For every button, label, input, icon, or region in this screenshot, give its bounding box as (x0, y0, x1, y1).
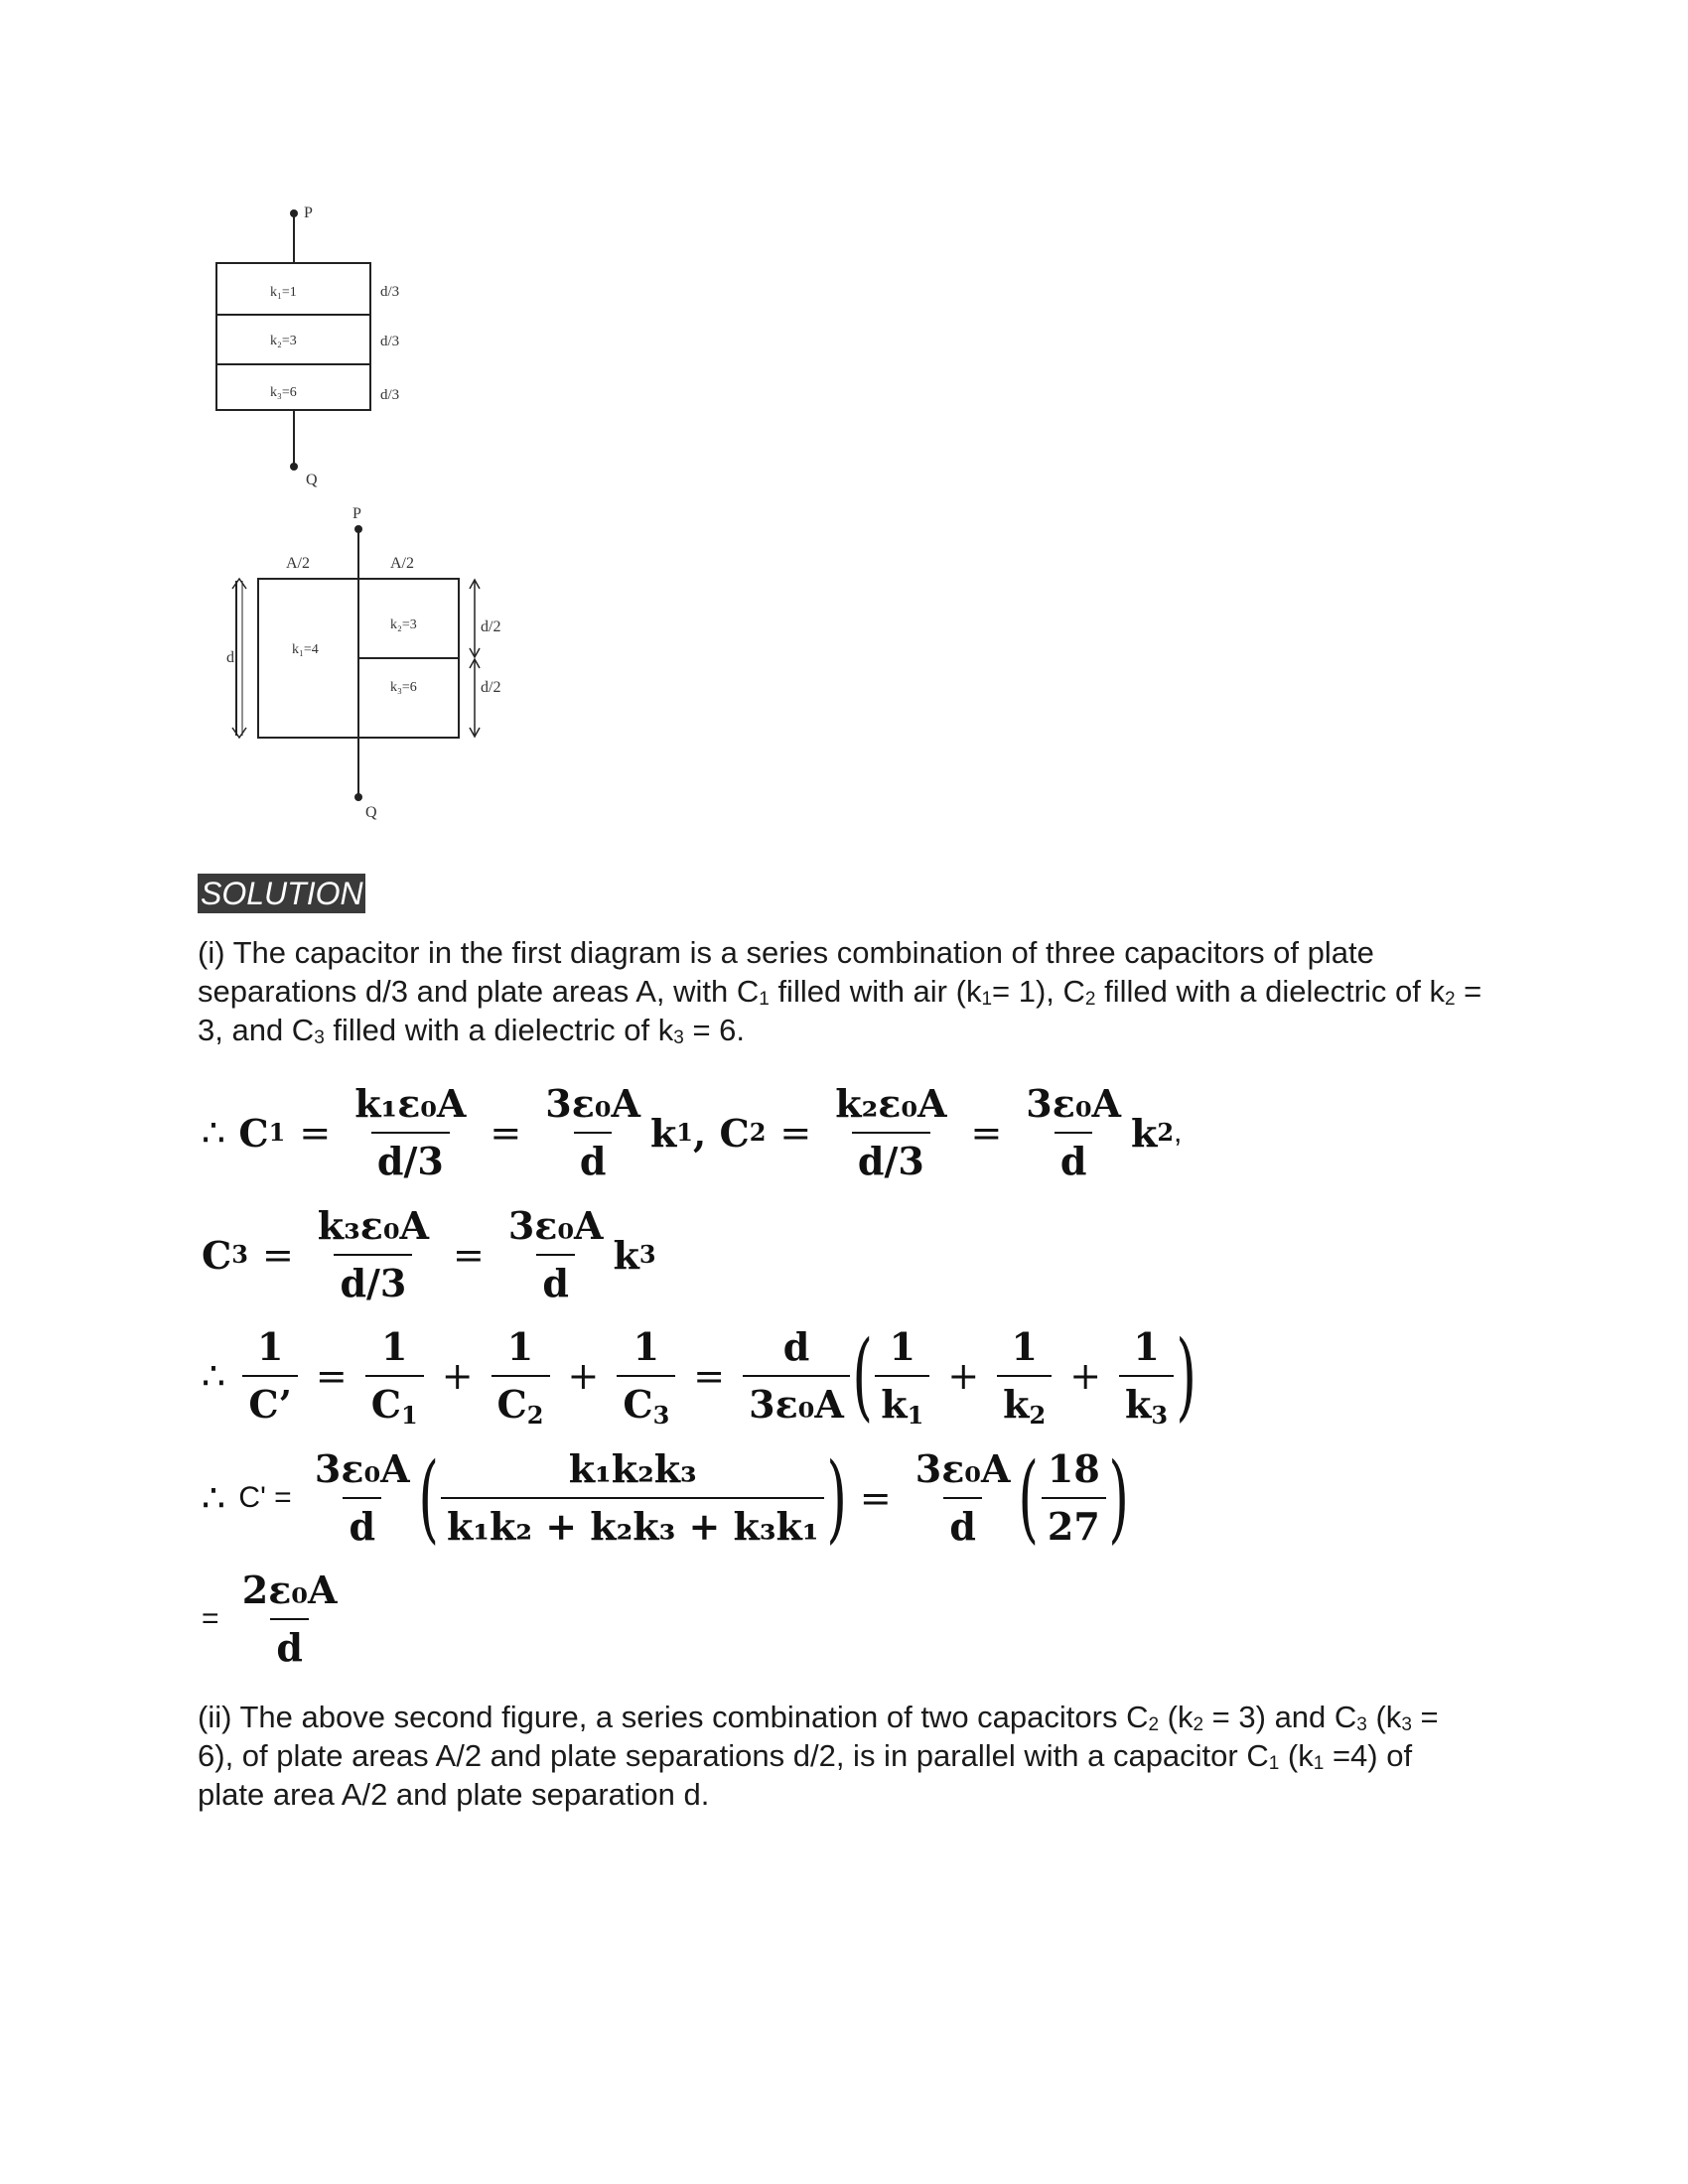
series-capacitor-diagram (199, 194, 437, 501)
thickness-label-3: d/3 (380, 387, 400, 403)
terminal-q-label: Q (306, 472, 318, 488)
right-top-thickness: d/2 (481, 618, 501, 635)
solution-paragraph-1: (i) The capacitor in the first diagram is a series combination of three capacitors of plate separations d/3 and plate areas A, with $C_1$ filled with air $(k_1= 1)$, $C_2$ filled with a dielectric of $k_2 = 3$, and $C_3$ filled with a dielectric of $k_3 = 6$. (198, 935, 1482, 1048)
terminal-p-dot (290, 209, 298, 217)
thickness-label-1: d/3 (380, 284, 400, 300)
area-left-label: A/2 (286, 555, 310, 572)
terminal-q-dot (354, 793, 362, 801)
left-region-label: k₁=4 (292, 642, 319, 657)
parallel-capacitor-diagram (199, 501, 536, 829)
equation-c3: C 3 = $\frac{\text{k₃ε₀A}}{d/3}$ = $\frac{\text{3ε₀A}}{d}$ k 3 (202, 1203, 656, 1305)
right-top-label: k₂=3 (390, 617, 417, 632)
solution-paragraph-2: (ii) The above second figure, a series combination of two capacitors $C_2$ $(k_2 = 3)$ and $C_3$ $(k_3 = 6)$, of plate areas A/2 and plate separations d/2, is in parallel with a capacitor $C_1$ $(k_1 =4)$ of plate area A/2 and plate separation d. (198, 1700, 1439, 1812)
layer-k1-label: k₁=1 (270, 285, 297, 300)
equation-c1-c2: ∴ C 1 = $\frac{\text{k₁ε₀A}}{d/3}$ = $\frac{\text{3ε₀A}}{d}$ k 1 , C 2 = $\frac{\text{k₂ε₀A}}{d/3}$ = $\frac{\text{3ε₀A}}{d}$ k 2 , (202, 1081, 1183, 1183)
terminal-p-label: P (304, 205, 313, 221)
right-bottom-label: k₃=6 (390, 680, 417, 695)
terminal-p-label: P (352, 505, 361, 522)
equation-result: = $\frac{\text{2ε₀A}}{d}$ (202, 1568, 338, 1670)
solution-heading: SOLUTION (198, 874, 365, 913)
terminal-q-dot (290, 463, 298, 471)
layer-k3-label: k₃=6 (270, 385, 297, 400)
area-right-label: A/2 (390, 555, 414, 572)
layer-k2-label: k₂=3 (270, 334, 297, 348)
equation-c-prime: ∴ C' = $\frac{\text{3ε₀A}}{d}$ ( $\frac{\text{k₁k₂k₃}}{\text{k₁k₂ + k₂k₃ + k₃k₁}}$ ) = $\frac{\text{3ε₀A}}{d}$ ( $\frac{18}{27}$ ) (202, 1442, 1129, 1554)
thickness-label-2: d/3 (380, 334, 400, 349)
equation-reciprocal-sum: ∴ $\frac{1}{C’}$ = $\frac{1}{C_1}$ + $\frac{1}{C_2}$ + $\frac{1}{C_3}$ = $\frac{d}{\text{3ε₀A}}$ ( $\frac{1}{k_1}$ + $\frac{1}{k_2}$ + $\frac{1}{k_3}$ ) (202, 1320, 1197, 1432)
height-label: d (226, 649, 234, 666)
right-bottom-thickness: d/2 (481, 679, 501, 696)
terminal-q-label: Q (365, 804, 377, 821)
